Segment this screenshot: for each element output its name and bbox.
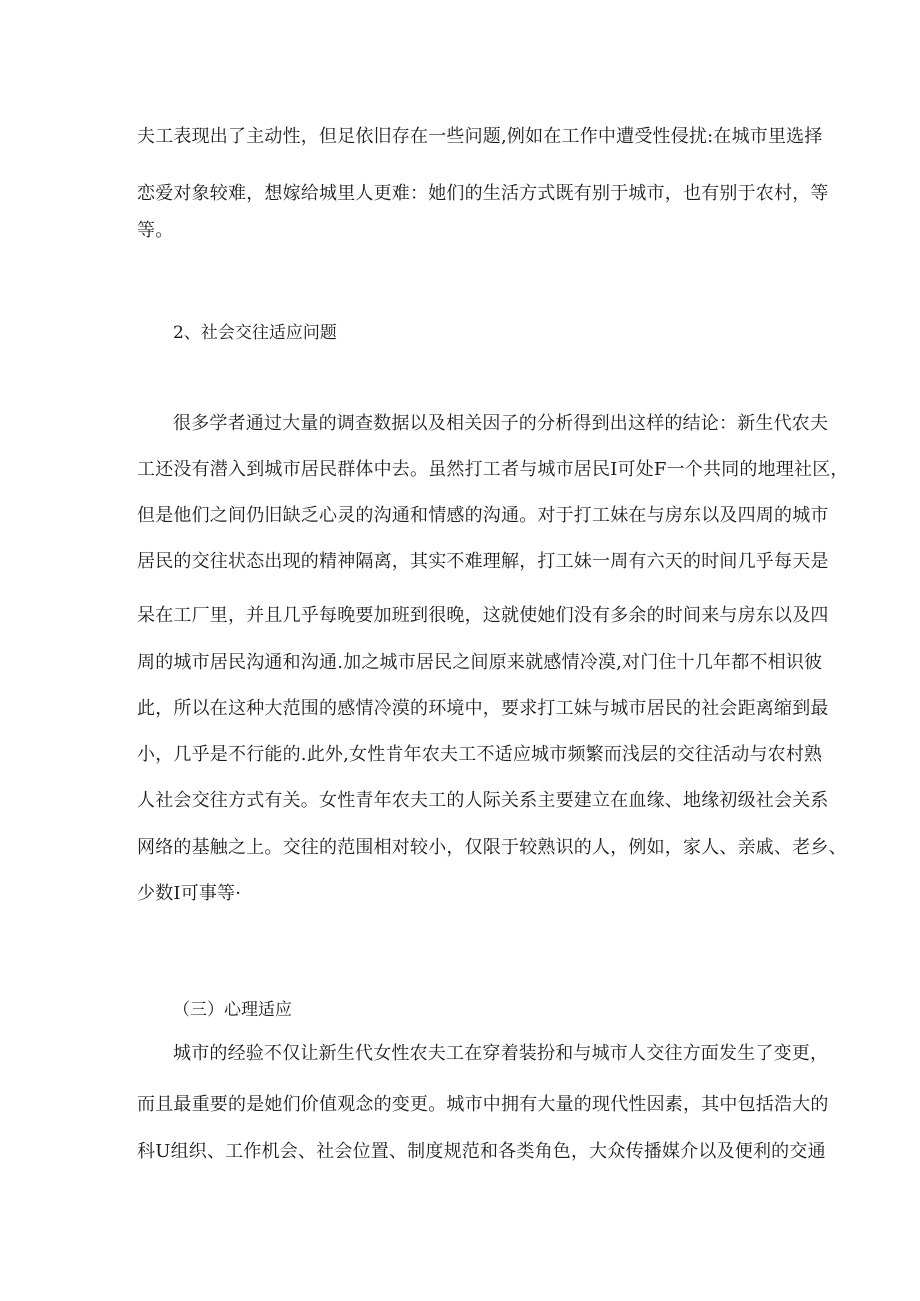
paragraph-2-line-11: 少数I可事等· — [137, 883, 242, 904]
paragraph-2-line-9: 人社会交往方式有关。女性青年农夫工的人际关系主要建立在血缘、地缘初级社会关系 — [137, 790, 829, 811]
paragraph-3-line-1: 城市的经验不仅让新生代女性农夫工在穿着装扮和与城市人交往方面发生了变更， — [173, 1043, 829, 1064]
paragraph-1-line-3: 等。 — [137, 220, 174, 241]
section-heading-psychological-adaptation: （三）心理适应 — [173, 1000, 292, 1020]
paragraph-2-line-8: 小，几乎是不行能的.此外,女性肯年农夫工不适应城市频繁而浅层的交往活动与农村熟 — [137, 744, 823, 765]
paragraph-1-line-2: 恋爱对象较难，想嫁给城里人更难：她们的生活方式既有别于城市，也有别于农村，等 — [137, 183, 829, 204]
paragraph-3-line-3: 科U组织、工作机会、社会位置、制度规范和各类角色，大众传播媒介以及便利的交通 — [137, 1141, 826, 1162]
paragraph-2-line-1: 很多学者通过大量的调查数据以及相关因子的分析得到出这样的结论：新生代农夫 — [173, 413, 829, 434]
paragraph-2-line-5: 呆在工厂里，并且几乎每晚要加班到很晚，这就使她们没有多余的时间来与房东以及四 — [137, 605, 829, 626]
section-heading-social-interaction: 2、社会交往适应问题 — [173, 323, 337, 343]
paragraph-1-line-1: 夫工表现出了主动性，但足依旧存在一些问题,例如在工作中遭受性侵扰:在城市里选择 — [137, 126, 823, 147]
paragraph-2-line-6: 周的城市居民沟通和沟通.加之城市居民之间原来就感情冷漠,对门住十几年都不相识彼 — [137, 652, 823, 673]
paragraph-2-line-3: 但是他们之间仍旧缺乏心灵的沟通和情感的沟通。对于打工妹在与房东以及四周的城市 — [137, 505, 829, 526]
paragraph-2-line-7: 此，所以在这种大范围的感情冷漠的环境中，要求打工妹与城市居民的社会距离缩到最 — [137, 698, 829, 719]
paragraph-3-line-2: 而且最重要的是她们价值观念的变更。城市中拥有大量的现代性因素，其中包括浩大的 — [137, 1094, 829, 1115]
paragraph-2-line-10: 网络的基触之上。交往的范围相对较小，仅限于较熟识的人，例如，家人、亲戚、老乡、 — [137, 837, 847, 858]
paragraph-2-line-4: 居民的交往状态出现的精神隔离，其实不难理解，打工妹一周有六天的时间几乎每天是 — [137, 551, 829, 572]
paragraph-2-line-2: 工还没有潜入到城市居民群体中去。虽然打工者与城市居民I可处F一个共同的地理社区， — [137, 459, 849, 480]
